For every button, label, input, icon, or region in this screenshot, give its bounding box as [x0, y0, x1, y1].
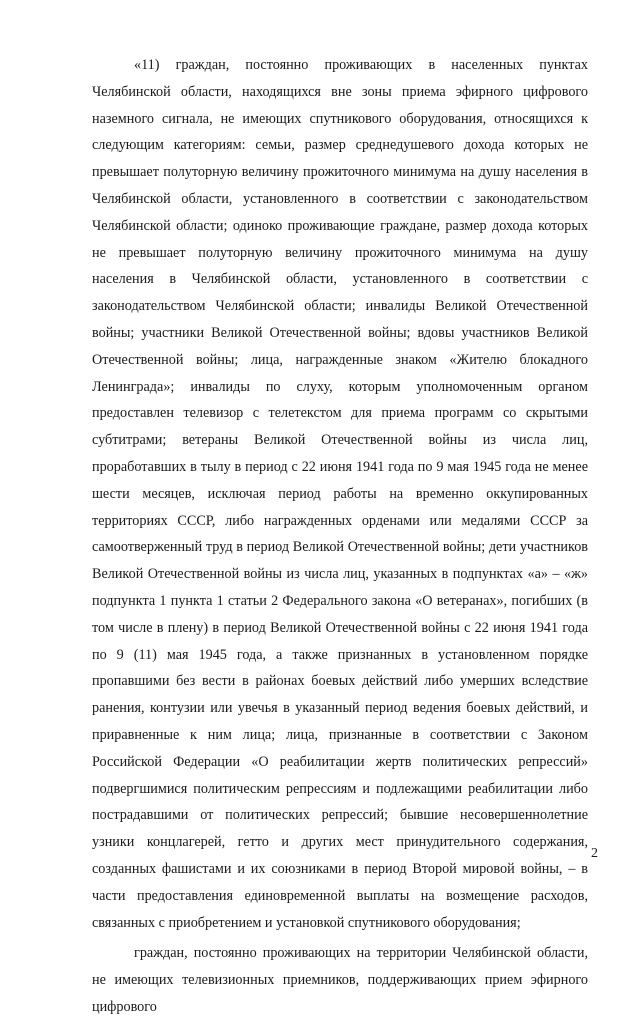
- paragraph-citizens-without-tv-receivers: граждан, постоянно проживающих на территории Челябинской области, не имеющих телевизионных приемников, поддерживающих прием эфирного цифрового: [92, 945, 588, 1015]
- paragraph-eligible-citizens-satellite: «11) граждан, постоянно проживающих в населенных пунктах Челябинской области, находящихся вне зоны приема эфирного цифрового наземного сигнала, не имеющих спутникового оборудования, относящихся к следующим категориям: семьи, размер среднедушевого дохода которых не превышает полуторную величину прожиточного минимума на душу населения в Челябинской области, установленного в соответствии с законодательством Челябинской области; одиноко проживающие граждане, размер дохода которых не превышает полуторную величину прожиточного минимума на душу населения в Челябинской области, установленного в соответствии с законодательством Челябинской области; инвалиды Великой Отечественной войны; участники Великой Отечественной войны; вдовы участников Великой Отечественной войны; лица, награжденные знаком «Жителю блокадного Ленинграда»; инвалиды по слуху, которым уполномоченным органом предоставлен телевизор с телетекстом для приема программ со скрытыми субтитрами; ветераны Великой Отечественной войны из числа лиц, проработавших в тылу в период с 22 июня 1941 года по 9 мая 1945 года не менее шести месяцев, исключая период работы на временно оккупированных территориях СССР, либо награжденных орденами или медалями СССР за самоотверженный труд в период Великой Отечественной войны; дети участников Великой Отечественной войны из числа лиц, указанных в подпунктах «а» – «ж» подпункта 1 пункта 1 статьи 2 Федерального закона «О ветеранах», погибших (в том числе в плену) в период Великой Отечественной войны с 22 июня 1941 года по 9 (11) мая 1945 года, а также признанных в установленном порядке пропавшими без вести в районах боевых действий либо умерших вследствие ранения, контузии или увечья в указанный период ведения боевых действий, и приравненные к ним лица; лица, признанные в соответствии с Законом Российской Федерации «О реабилитации жертв политических репрессий» подвергшимися политическим репрессиям и подлежащими реабилитации либо пострадавшими от политических репрессий; бывшие несовершеннолетние узники концлагерей, гетто и других мест принудительного содержания, созданных фашистами и их союзниками в период Второй мировой войны, – в части предоставления единовременной выплаты на возмещение расходов, связанных с приобретением и установкой спутникового оборудования;: [92, 57, 588, 931]
- page-number: 2: [591, 846, 598, 861]
